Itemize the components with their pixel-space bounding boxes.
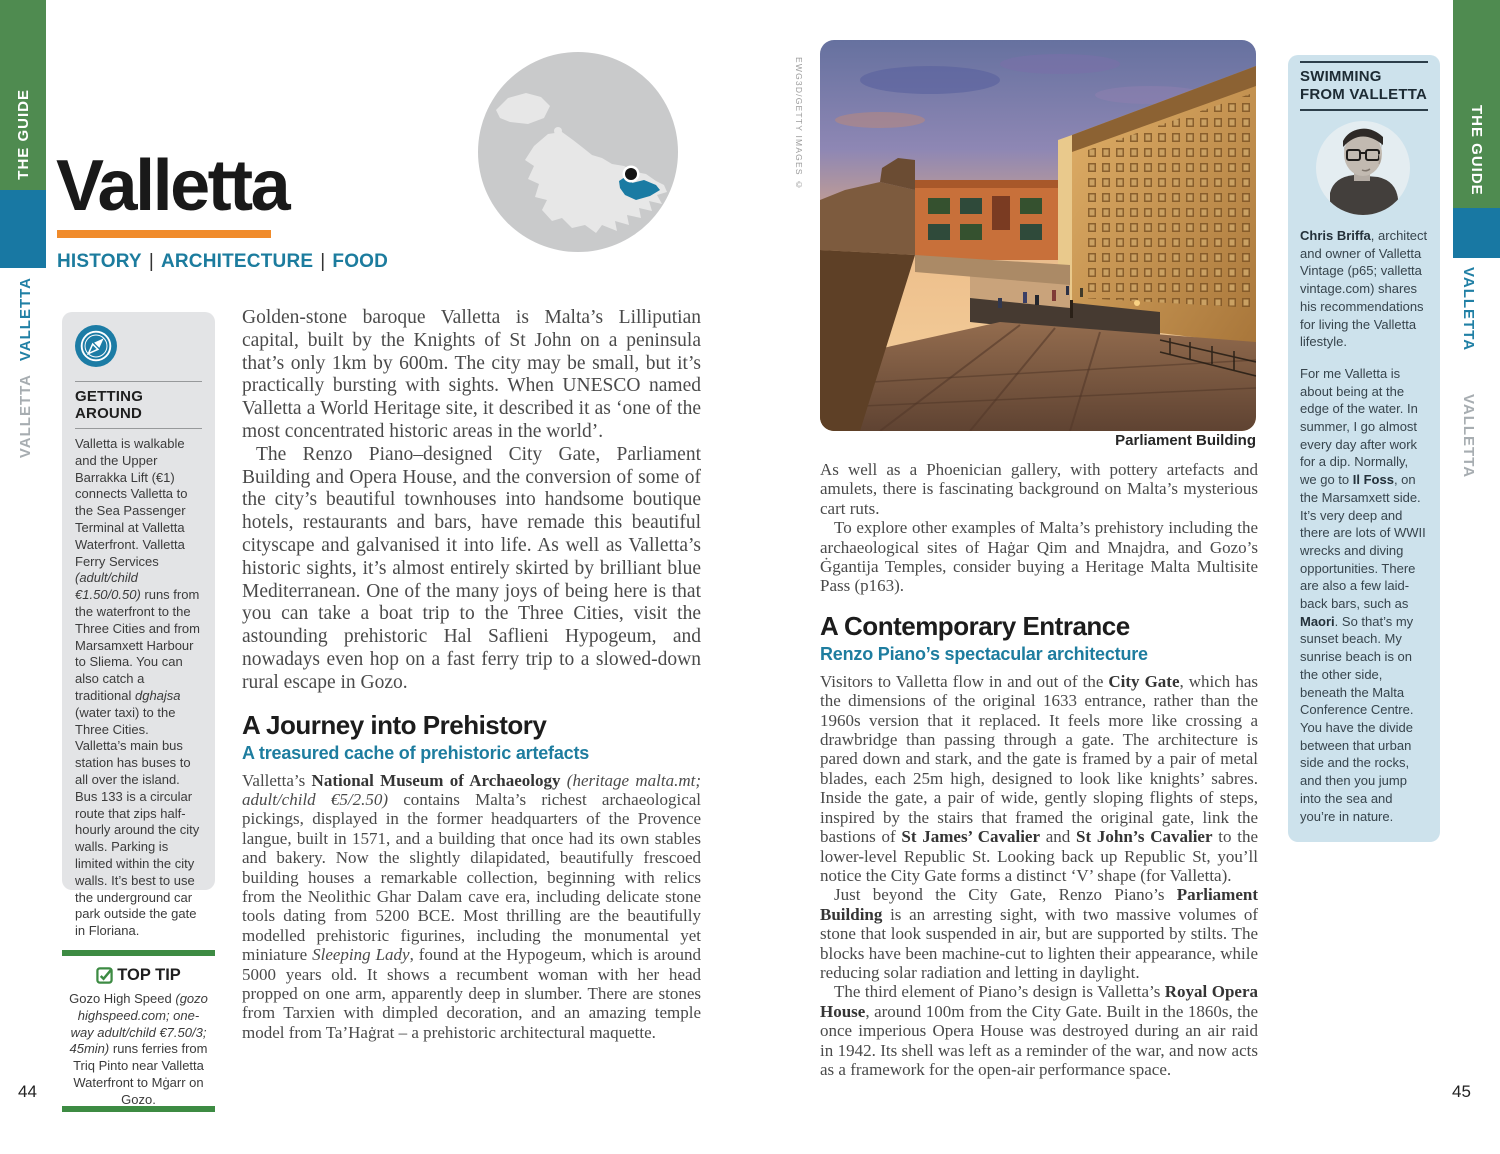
right-rail-guide-label: THE GUIDE	[1468, 105, 1485, 196]
section-heading-entrance: A Contemporary Entrance	[820, 610, 1130, 641]
category-food: FOOD	[332, 251, 389, 272]
right-rail-blue-bar	[1453, 208, 1500, 258]
body-paragraph: Visitors to Valletta flow in and out of the City Gate, which has the dimensions of the original 1633 entrance, rather than the 1960s version that it replaced. It feels more like crossing a drawbridge than passing through a gate. The architecture is pared down and stark, and the gate is framed by a pair of metal blades, each 25m high, designed to look like knights’ sabres. Inside the gate, a pair of wide, gently sloping flights of steps, inspired by the stairs that framed the original gate, link the bastions of St James’ Cavalier and St John’s Cavalier to the lower-level Republic St. Looking back up Republic St, you’ll notice the City Gate forms a distinct ‘V’ shape (for Valletta).	[820, 671, 1258, 885]
body-paragraph: The third element of Piano’s design is Valletta’s Royal Opera House, around 100m from the City Gate. Built in the 1860s, the once imperious Opera House was destroyed during an air raid in 1942. Its shell was left as a reminder of the war, and now acts as a framework for the open-air performance space.	[820, 982, 1258, 1079]
page-number-left: 44	[18, 1082, 37, 1101]
malta-locator-map	[478, 52, 678, 252]
divider	[1300, 61, 1428, 63]
getting-around-title: GETTING AROUND	[75, 388, 144, 422]
top-tip-text: Gozo High Speed (gozo highspeed.com; one-way adult/child €7.50/3; 45min) runs ferries from Triq Pinto near Valletta Waterfront to Mġarr on Gozo.	[69, 991, 208, 1107]
divider	[75, 381, 202, 382]
getting-around-text: Valletta is walkable and the Upper Barrakka Lift (€1) connects Valletta to the Sea Passenger Terminal at Valletta Waterfront. Valletta Ferry Services (adult/child €1.50/0.50) runs from the waterfront to the Three Cities and from Marsamxett Harbour to Sliema. You can also catch a traditional dghajsa (water taxi) to the Three Cities. Valletta’s main bus station has buses to all over the island. Bus 133 is a circular route that zips half-hourly around the city walls. Parking is limited within the city walls. It’s best to use the underground car park outside the gate in Floriana.	[75, 436, 200, 939]
body-paragraph: To explore other examples of Malta’s prehistory including the archaeological sites of Haġar Qim and Mnajdra, and Gozo’s Ġgantija Temples, consider buying a Heritage Malta Multisite Pass (p163).	[820, 518, 1258, 596]
left-rail-chapter-active: VALLETTA	[17, 277, 34, 362]
expert-box-title: SWIMMING FROM VALLETTA	[1300, 68, 1428, 103]
expert-intro: Chris Briffa, architect and owner of Valletta Vintage (p65; valletta vintage.com) shares his recommendations for living the Valletta lifestyle.	[1300, 228, 1428, 350]
author-avatar	[1316, 121, 1410, 215]
category-history: HISTORY	[57, 251, 142, 272]
page-title: Valletta	[56, 146, 289, 226]
section-heading-prehistory: A Journey into Prehistory	[242, 709, 547, 740]
parliament-building-photo	[820, 40, 1256, 431]
left-rail-chapter-inactive: VALLETTA	[17, 374, 34, 459]
right-rail-chapter-active: VALLETTA	[1460, 267, 1477, 352]
category-separator: |	[320, 251, 326, 272]
swimming-from-valletta-box	[1288, 55, 1440, 842]
photo-credit: EWG3D/GETTY IMAGES ©	[794, 57, 804, 191]
left-rail-guide-label: THE GUIDE	[14, 89, 32, 180]
body-paragraph: As well as a Phoenician gallery, with pottery artefacts and amulets, there is fascinating background on Malta’s mysterious cart ruts.	[820, 460, 1258, 518]
top-tip-title: TOP TIP	[117, 966, 181, 984]
category-separator: |	[148, 251, 154, 272]
getting-around-box	[62, 312, 215, 939]
body-paragraph: Valletta’s National Museum of Archaeology (heritage malta.mt; adult/child €5/2.50) contains Malta’s richest archaeological pickings, displayed in the former headquarters of the Provence langue, built in 1571, and a building that once had its own stables and bakery. Now the slightly dilapidated, beautifully frescoed building houses a remarkable collection, beginning with relics from the Neolithic Ghar Dalam cave era, including delicate stone tools dating from 5200 BCE. Most thrilling are the beautifully modelled prehistoric figurines, including the monumental yet miniature Sleeping Lady, found at the Hypogeum, which is around 5000 years old. It shows a recumbent woman with her head propped on one arm, apparently deep in slumber. There are stones from Tarxien with dimpled decoration, and an amazing temple model from Ta’Haġrat – a prehistoric architectural maquette.	[242, 770, 702, 1042]
body-paragraph: Just beyond the City Gate, Renzo Piano’s Parliament Building is an arresting sight, with two massive volumes of stone that look suspended in air, but are supported by stilts. The blocks have been machine-cut to lighten their appearance, while reducing solar radiation and letting in daylight.	[820, 885, 1258, 982]
right-rail-chapter-inactive: VALLETTA	[1460, 394, 1477, 479]
photo-caption: Parliament Building	[1115, 432, 1256, 449]
compass-icon	[75, 325, 117, 367]
page-number-right: 45	[1452, 1082, 1471, 1101]
title-underline	[57, 230, 271, 238]
left-rail-blue-bar	[0, 190, 46, 268]
section-subheading: Renzo Piano’s spectacular architecture	[820, 643, 1148, 664]
checkbox-icon	[96, 967, 113, 984]
divider	[1300, 109, 1428, 111]
left-rail-green-bar	[0, 0, 46, 190]
section-subheading: A treasured cache of prehistoric artefacts	[242, 742, 590, 763]
article-column-left	[242, 307, 701, 1042]
intro-paragraph: Golden-stone baroque Valletta is Malta’s Lilliputian capital, built by the Knights of St John on a peninsula that’s only 1km by 600m. The city may be small, but it’s practically bursting with sights. When UNESCO named Valletta a World Heritage site, it described it as ‘one of the most concentrated historic areas in the world’.	[242, 307, 701, 442]
right-rail-green-bar	[1453, 0, 1500, 208]
intro-paragraph: The Renzo Piano–designed City Gate, Parliament Building and Opera House, and the conversion of some of the city’s beautiful townhouses into handsome boutique hotels, restaurants and bars, have remade this beautiful cityscape and galvanised it into life. As well as Valletta’s historic sights, it’s almost entirely skirted by brilliant blue Mediterranean. One of the many joys of being here is that you can take a boat trip to the Three Cities, visit the astounding prehistoric Hal Saflieni Hypogeum, and nowadays even hop on a fast ferry trip to a slowed-down rural escape in Gozo.	[242, 443, 701, 693]
divider	[75, 428, 202, 429]
expert-quote: For me Valletta is about being at the edge of the water. In summer, I go almost every day after work for a dip. Normally, we go to Il Foss, on the Marsamxett side. It’s very deep and there are lots of WWII wrecks and diving opportunities. There are also a few laid-back bars, such as Maori. So that’s my sunset beach. My sunrise beach is on the other side, beneath the Malta Conference Centre. You have the divide between that urban side and the rocks, and then you jump into the sea and you’re in nature.	[1300, 365, 1426, 824]
valletta-marker-dot	[625, 168, 637, 180]
article-column-right	[820, 460, 1258, 1079]
top-tip-box	[62, 950, 215, 1112]
category-list	[57, 251, 388, 273]
category-architecture: ARCHITECTURE	[160, 251, 314, 272]
